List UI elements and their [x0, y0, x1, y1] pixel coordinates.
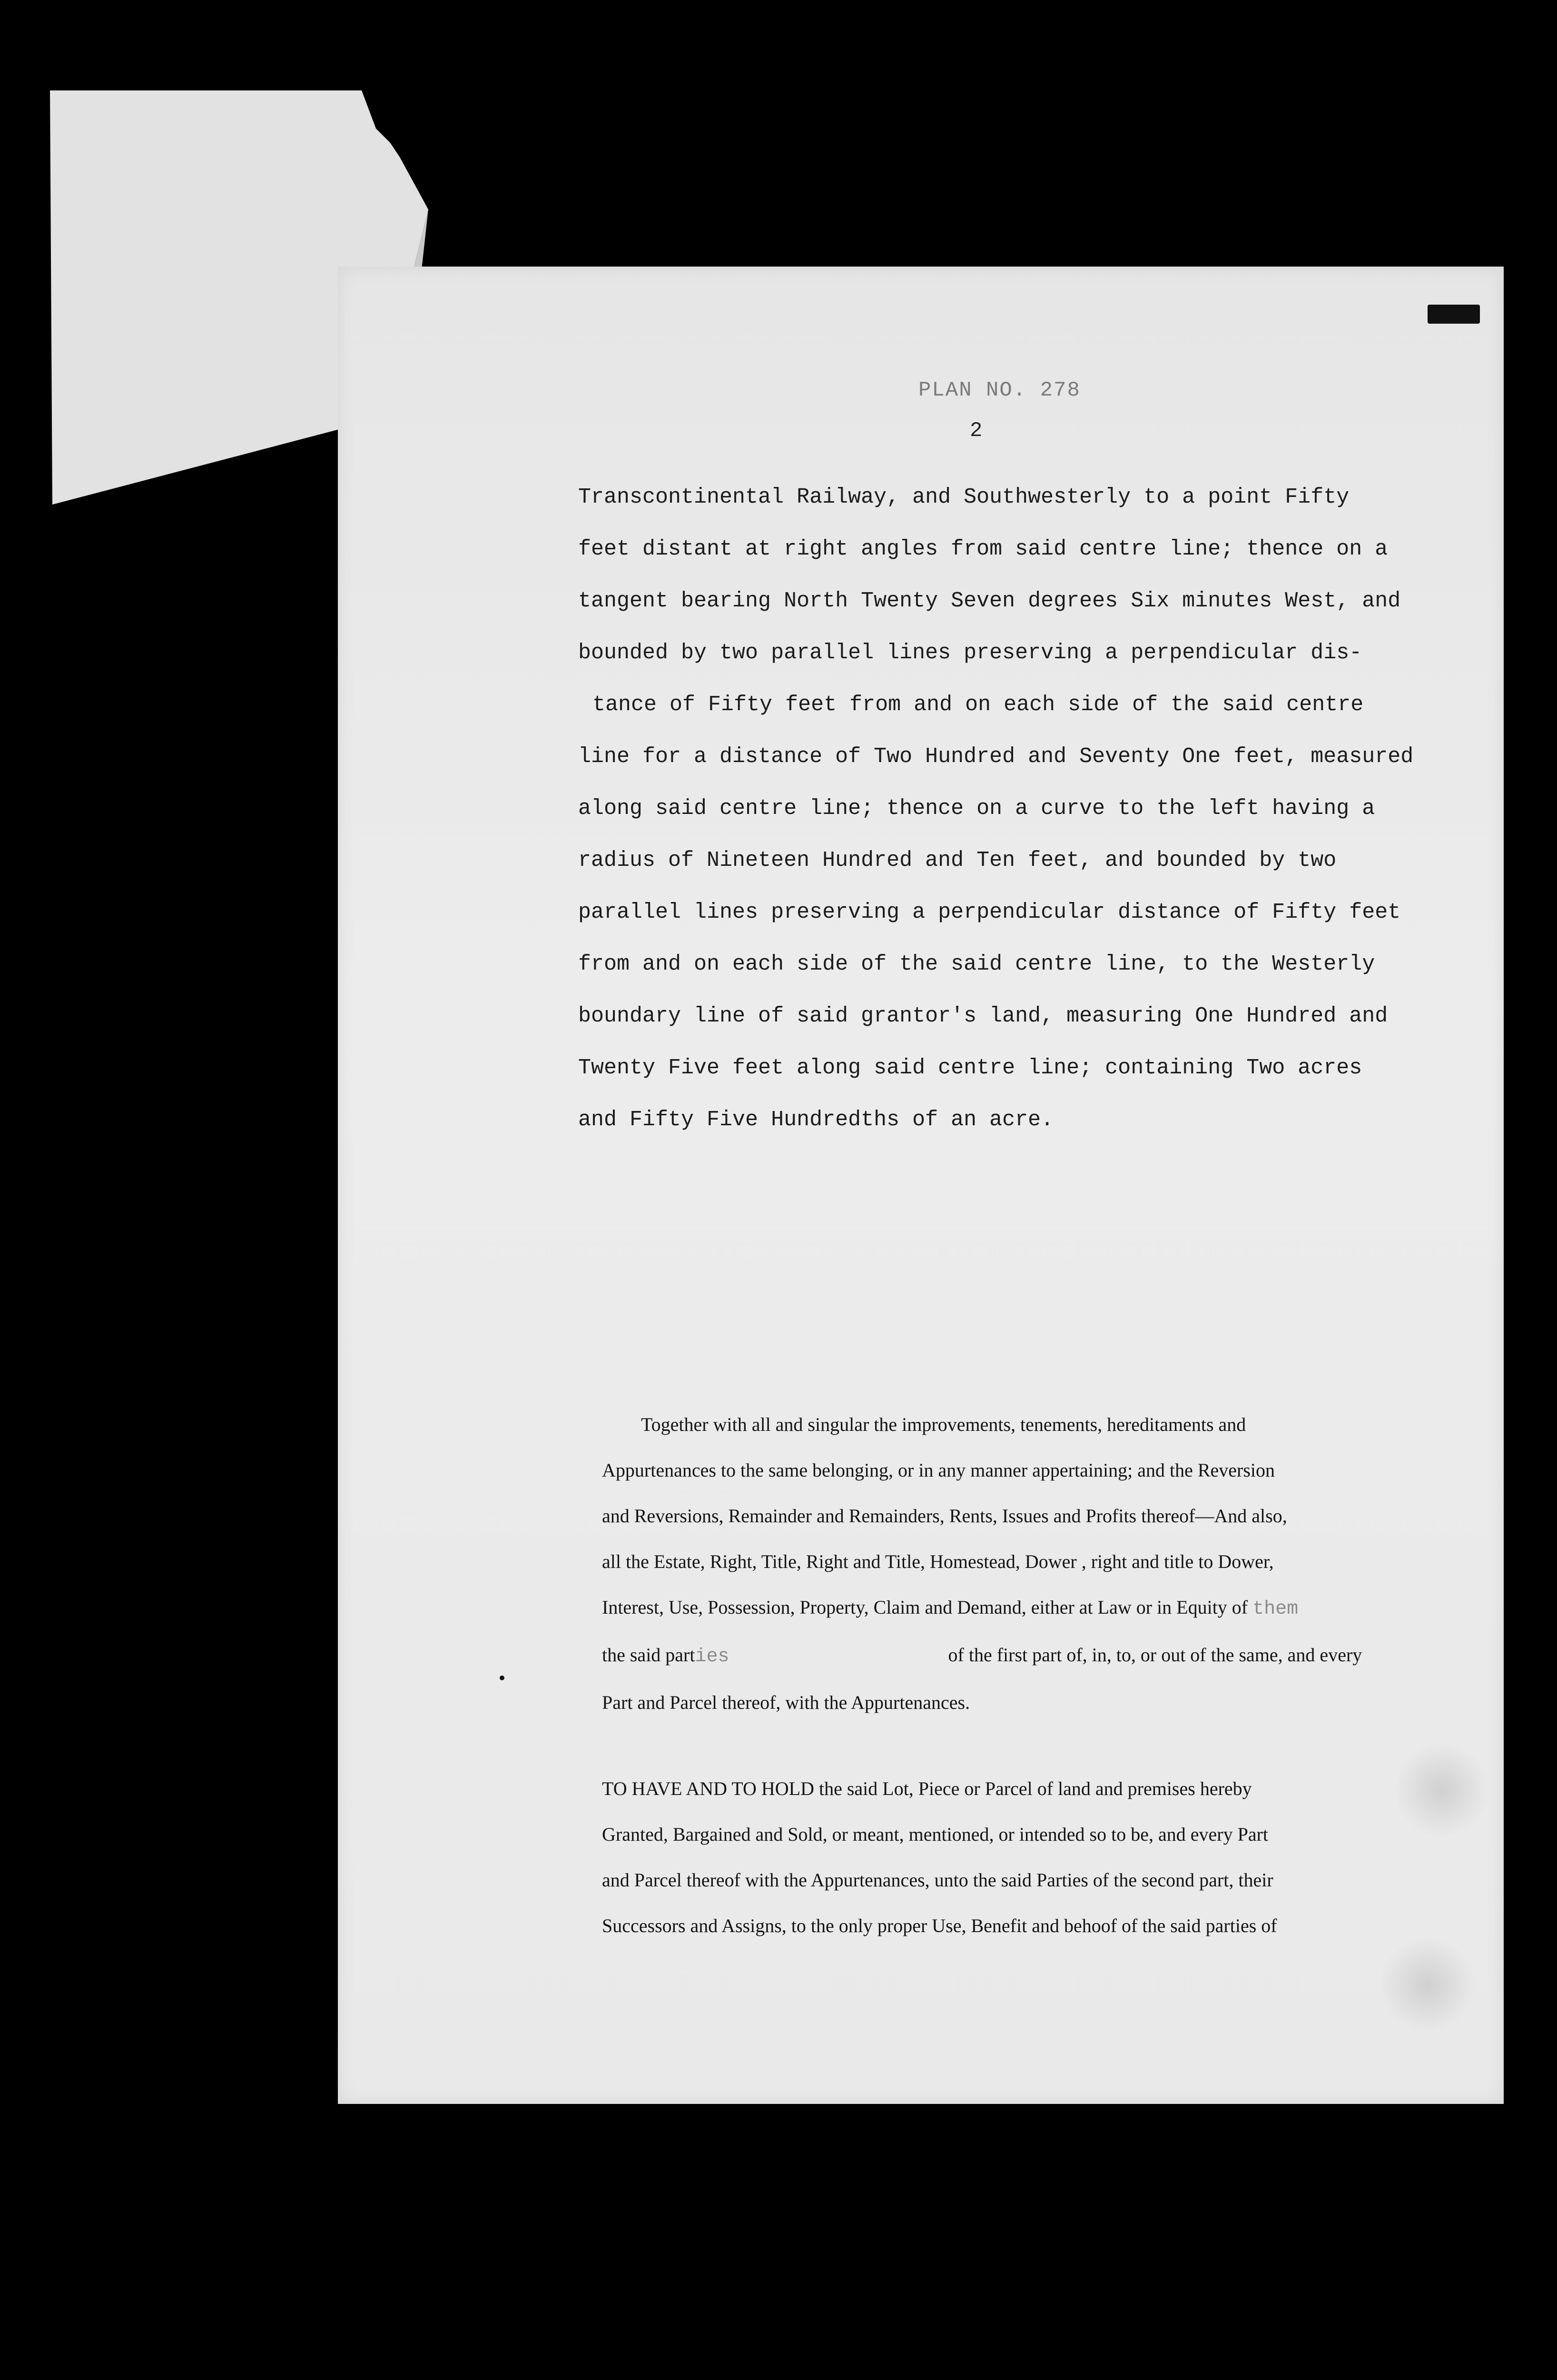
printed-line-with-fill [602, 1585, 1392, 1632]
typed-line: tangent bearing North Twenty Seven degrees Six minutes West, and [578, 589, 1401, 613]
typed-line: feet distant at right angles from said centre line; thence on a [578, 537, 1388, 561]
speck [500, 1676, 504, 1680]
faint-seal-mark [1380, 1937, 1475, 2033]
printed-line-with-fill [602, 1632, 1392, 1680]
typed-line: boundary line of said grantor's land, measuring One Hundred and [578, 1004, 1388, 1028]
habendum-paragraph-to-have [602, 1766, 1392, 1949]
typed-line: line for a distance of Two Hundred and Seventy One feet, measured [578, 744, 1414, 769]
printed-line: TO HAVE AND TO HOLD the said Lot, Piece or Parcel of land and premises hereby [602, 1778, 1252, 1799]
habendum-paragraph-together [602, 1402, 1392, 1726]
printed-line: Appurtenances to the same belonging, or in any manner appertaining; and the Reversion [602, 1459, 1275, 1481]
typed-line: and Fifty Five Hundredths of an acre. [578, 1108, 1054, 1132]
printed-line: all the Estate, Right, Title, Right and Title, Homestead, Dower , right and title to Dower, [602, 1551, 1274, 1572]
printed-line: Together with all and singular the improvements, tenements, hereditaments and [641, 1414, 1246, 1435]
typed-line: radius of Nineteen Hundred and Ten feet, and bounded by two [578, 848, 1337, 873]
typed-line: parallel lines preserving a perpendicular distance of Fifty feet [578, 900, 1401, 924]
printed-line: Successors and Assigns, to the only proper Use, Benefit and behoof of the said parties of [602, 1915, 1277, 1936]
printed-line: Granted, Bargained and Sold, or meant, mentioned, or intended so to be, and every Part [602, 1824, 1268, 1845]
printed-line: Part and Parcel thereof, with the Appurtenances. [602, 1692, 970, 1713]
printed-text: of the first part of, in, to, or out of the same, and every [948, 1644, 1362, 1666]
typed-fill-in: ies [695, 1646, 729, 1667]
printed-text: the said part [602, 1644, 695, 1666]
typed-line: from and on each side of the said centre line, to the Westerly [578, 952, 1375, 976]
typed-line: Transcontinental Railway, and Southwesterly to a point Fifty [578, 485, 1350, 509]
printed-line: and Parcel thereof with the Appurtenances, unto the said Parties of the second part, their [602, 1869, 1273, 1891]
typed-line: bounded by two parallel lines preserving a perpendicular dis- [578, 641, 1362, 665]
typed-description [578, 471, 1492, 1146]
typed-line: Twenty Five feet along said centre line; containing Two acres [578, 1056, 1362, 1080]
page-number: 2 [970, 419, 983, 443]
faint-seal-mark [1394, 1742, 1489, 1837]
printed-line: and Reversions, Remainder and Remainders, Rents, Issues and Profits thereof—And also, [602, 1505, 1287, 1527]
typed-fill-in: them [1252, 1598, 1299, 1620]
typed-line: tance of Fifty feet from and on each side of the said centre [592, 693, 1364, 717]
plan-number: PLAN NO. 278 [918, 378, 1081, 402]
printed-text: Interest, Use, Possession, Property, Claim and Demand, either at Law or in Equity of [602, 1597, 1248, 1618]
paper-clip-mark [1428, 305, 1480, 324]
typed-line: along said centre line; thence on a curve to the left having a [578, 796, 1375, 821]
